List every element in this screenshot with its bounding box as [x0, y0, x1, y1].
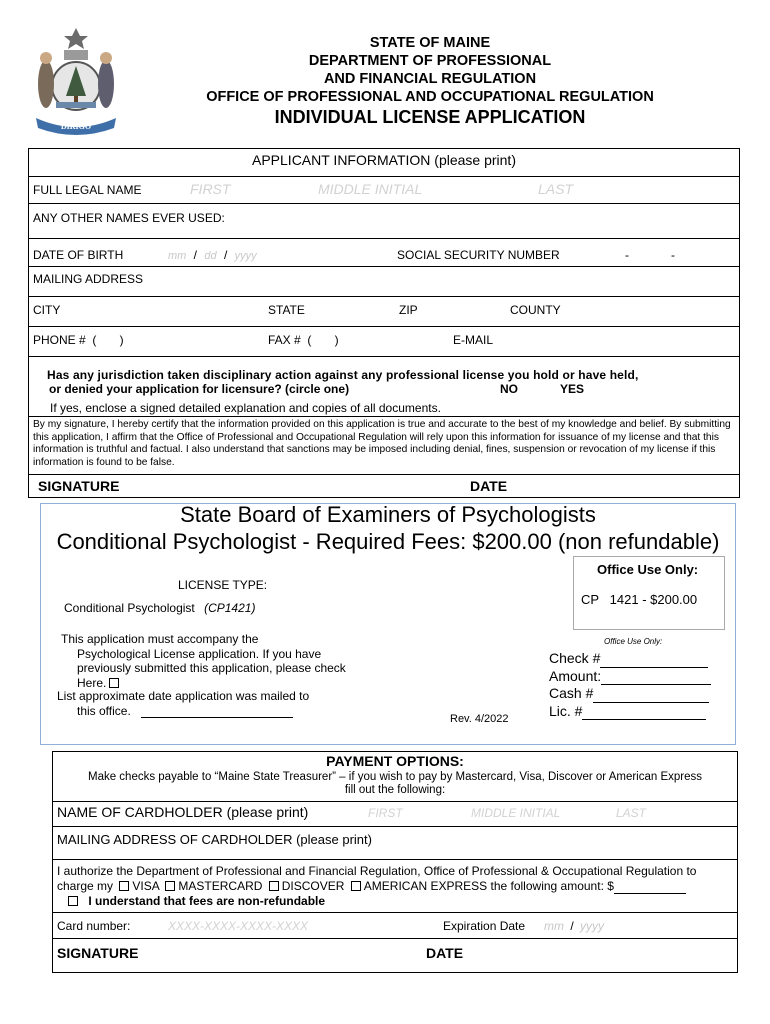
license-type-value [64, 601, 255, 615]
cardholder-address-label: MAILING ADDRESS OF CARDHOLDER (please print) [57, 832, 372, 847]
discipline-question-line2: or denied your application for licensure? (circle one) [49, 382, 350, 396]
answer-no[interactable]: NO [500, 382, 518, 396]
cardholder-signature-label: SIGNATURE [57, 945, 139, 961]
dob-yyyy: yyyy [234, 250, 257, 262]
accompany-line: Here. [77, 675, 107, 690]
applicant-signature-label: SIGNATURE [38, 478, 120, 494]
cardholder-date-field[interactable] [470, 943, 730, 963]
payment-instruction-line: Make checks payable to “Maine State Treasurer” – if you wish to pay by Mastercard, Visa, Discover or American Express [87, 771, 702, 783]
mailed-date-field[interactable] [141, 706, 293, 718]
email-label: E-MAIL [453, 333, 494, 347]
cardholder-last-field[interactable]: LAST [616, 806, 647, 820]
ssn-dash: - [671, 248, 675, 262]
previously-submitted-checkbox[interactable] [109, 678, 119, 688]
payment-instructions [57, 771, 733, 797]
phone-label: PHONE # ( ) [33, 333, 124, 347]
dob-mm: mm [168, 250, 187, 262]
dob-slash: / [223, 248, 228, 262]
payment-instruction-line: fill out the following: [344, 784, 446, 796]
county-label: COUNTY [510, 303, 561, 317]
mastercard-label: MASTERCARD [178, 879, 263, 893]
cardholder-middle-field[interactable]: MIDDLE INITIAL [471, 806, 561, 820]
office-use-small-label: Office Use Only: [604, 637, 663, 646]
date-of-birth-field[interactable] [168, 248, 257, 262]
authorization-line: I authorize the Department of Professional and Financial Regulation, Office of Professional & Occupational Regulation to [57, 864, 697, 878]
visa-label: VISA [132, 879, 160, 893]
board-title: State Board of Examiners of Psychologists [180, 502, 596, 527]
lic-label: Lic. # [549, 702, 583, 719]
mastercard-checkbox[interactable] [165, 881, 175, 891]
ssn-label: SOCIAL SECURITY NUMBER [397, 248, 560, 262]
header-line2: DEPARTMENT OF PROFESSIONAL [308, 53, 552, 69]
revision-date: Rev. 4/2022 [450, 713, 509, 725]
first-name-field[interactable]: FIRST [190, 181, 231, 197]
accompany-line: Psychological License application. If you have [77, 646, 322, 661]
accompany-instructions [61, 632, 346, 690]
office-use-fields [549, 650, 711, 720]
header-line4: OFFICE OF PROFESSIONAL AND OCCUPATIONAL REGULATION [206, 89, 654, 105]
mailed-line: List approximate date application was mailed to [57, 689, 310, 703]
card-number-field[interactable]: XXXX-XXXX-XXXX-XXXX [168, 919, 309, 933]
cardholder-signature-field[interactable] [150, 943, 420, 963]
amount-field[interactable] [601, 673, 711, 685]
amount-label: Amount: [549, 667, 602, 684]
mailed-date-instructions [57, 689, 309, 718]
exp-slash: / [570, 919, 574, 933]
charge-amount-field[interactable] [614, 882, 686, 894]
mailed-line: this office. [77, 703, 131, 718]
city-label: CITY [33, 303, 61, 317]
if-yes-instructions: If yes, enclose a signed detailed explanation and copies of all documents. [50, 401, 441, 415]
nonrefundable-label: I understand that fees are non-refundable [88, 894, 326, 908]
applicant-date-field[interactable] [515, 477, 735, 495]
amex-label: AMERICAN EXPRESS the following amount: $ [363, 879, 614, 893]
check-field[interactable] [600, 656, 708, 668]
seal-banner-text: DIRIGO [60, 122, 92, 131]
header-line1: STATE OF MAINE [369, 35, 491, 51]
fax-label: FAX # ( ) [268, 333, 339, 347]
other-names-field[interactable] [240, 208, 735, 228]
discipline-question: Has any jurisdiction taken disciplinary action against any professional license you hold or have held, [47, 368, 639, 382]
expiration-date-label: Expiration Date [443, 919, 526, 933]
applicant-signature-field[interactable] [140, 477, 460, 495]
license-code: (CP1421) [204, 601, 256, 615]
lic-field[interactable] [582, 708, 706, 720]
license-type-label: LICENSE TYPE: [178, 578, 268, 592]
payment-title: PAYMENT OPTIONS: [326, 753, 464, 769]
ssn-dash: - [625, 248, 629, 262]
card-number-label: Card number: [57, 919, 131, 933]
cardholder-first-field[interactable]: FIRST [368, 806, 403, 820]
mailing-address-label: MAILING ADDRESS [33, 272, 144, 286]
state-seal [30, 26, 122, 138]
accompany-line: previously submitted this application, please check [77, 661, 346, 675]
cash-field[interactable] [593, 691, 709, 703]
exp-mm: mm [544, 919, 564, 933]
office-use-title: Office Use Only: [597, 562, 699, 577]
fee-subtitle: Conditional Psychologist - Required Fees: $200.00 (non refundable) [56, 529, 720, 554]
header-line3: AND FINANCIAL REGULATION [323, 71, 537, 87]
office-use-fee-code: CP 1421 - $200.00 [581, 592, 698, 607]
full-legal-name-label: FULL LEGAL NAME [33, 183, 142, 197]
seal-icon [30, 26, 122, 138]
payment-authorization [57, 864, 696, 909]
expiration-date-field[interactable] [544, 919, 604, 933]
agency-header [140, 34, 720, 126]
page-title: INDIVIDUAL LICENSE APPLICATION [274, 107, 586, 127]
charge-my-label: charge my [57, 879, 114, 893]
answer-yes[interactable]: YES [560, 382, 585, 396]
amex-checkbox[interactable] [351, 881, 361, 891]
cardholder-name-label: NAME OF CARDHOLDER (please print) [57, 804, 309, 820]
discover-label: DISCOVER [281, 879, 345, 893]
license-name: Conditional Psychologist [64, 601, 195, 615]
accompany-line: This application must accompany the [61, 632, 259, 646]
nonrefundable-checkbox[interactable] [68, 896, 78, 906]
applicant-section-title: APPLICANT INFORMATION (please print) [252, 152, 516, 168]
dob-dd: dd [204, 250, 217, 262]
ssn-field[interactable] [580, 244, 730, 262]
mailing-address-field[interactable] [160, 270, 735, 290]
exp-yyyy: yyyy [580, 919, 605, 933]
discover-checkbox[interactable] [269, 881, 279, 891]
middle-initial-field[interactable]: MIDDLE INITIAL [318, 181, 423, 197]
date-of-birth-label: DATE OF BIRTH [33, 248, 124, 262]
state-label: STATE [268, 303, 305, 317]
visa-checkbox[interactable] [119, 881, 129, 891]
other-names-label: ANY OTHER NAMES EVER USED: [33, 211, 225, 225]
cardholder-address-field[interactable] [400, 830, 730, 848]
cardholder-date-label: DATE [426, 945, 464, 961]
certification-text: By my signature, I hereby certify that the information provided on this application is true and accurate to the best of my knowledge and belief. By submitting this application, I affirm that the Office of Professional and Occupational Regulation will rely upon this information for issuance of my license and that this information is truthful and factual. I also understand that sanctions may be imposed including denial, fines, suspension or revocation of my license if this information is found to be false. [33, 419, 731, 468]
check-label: Check # [549, 650, 601, 666]
applicant-date-label: DATE [470, 478, 508, 494]
zip-label: ZIP [399, 303, 418, 317]
dob-slash: / [193, 248, 198, 262]
cash-label: Cash # [549, 685, 594, 701]
last-name-field[interactable]: LAST [538, 181, 574, 197]
